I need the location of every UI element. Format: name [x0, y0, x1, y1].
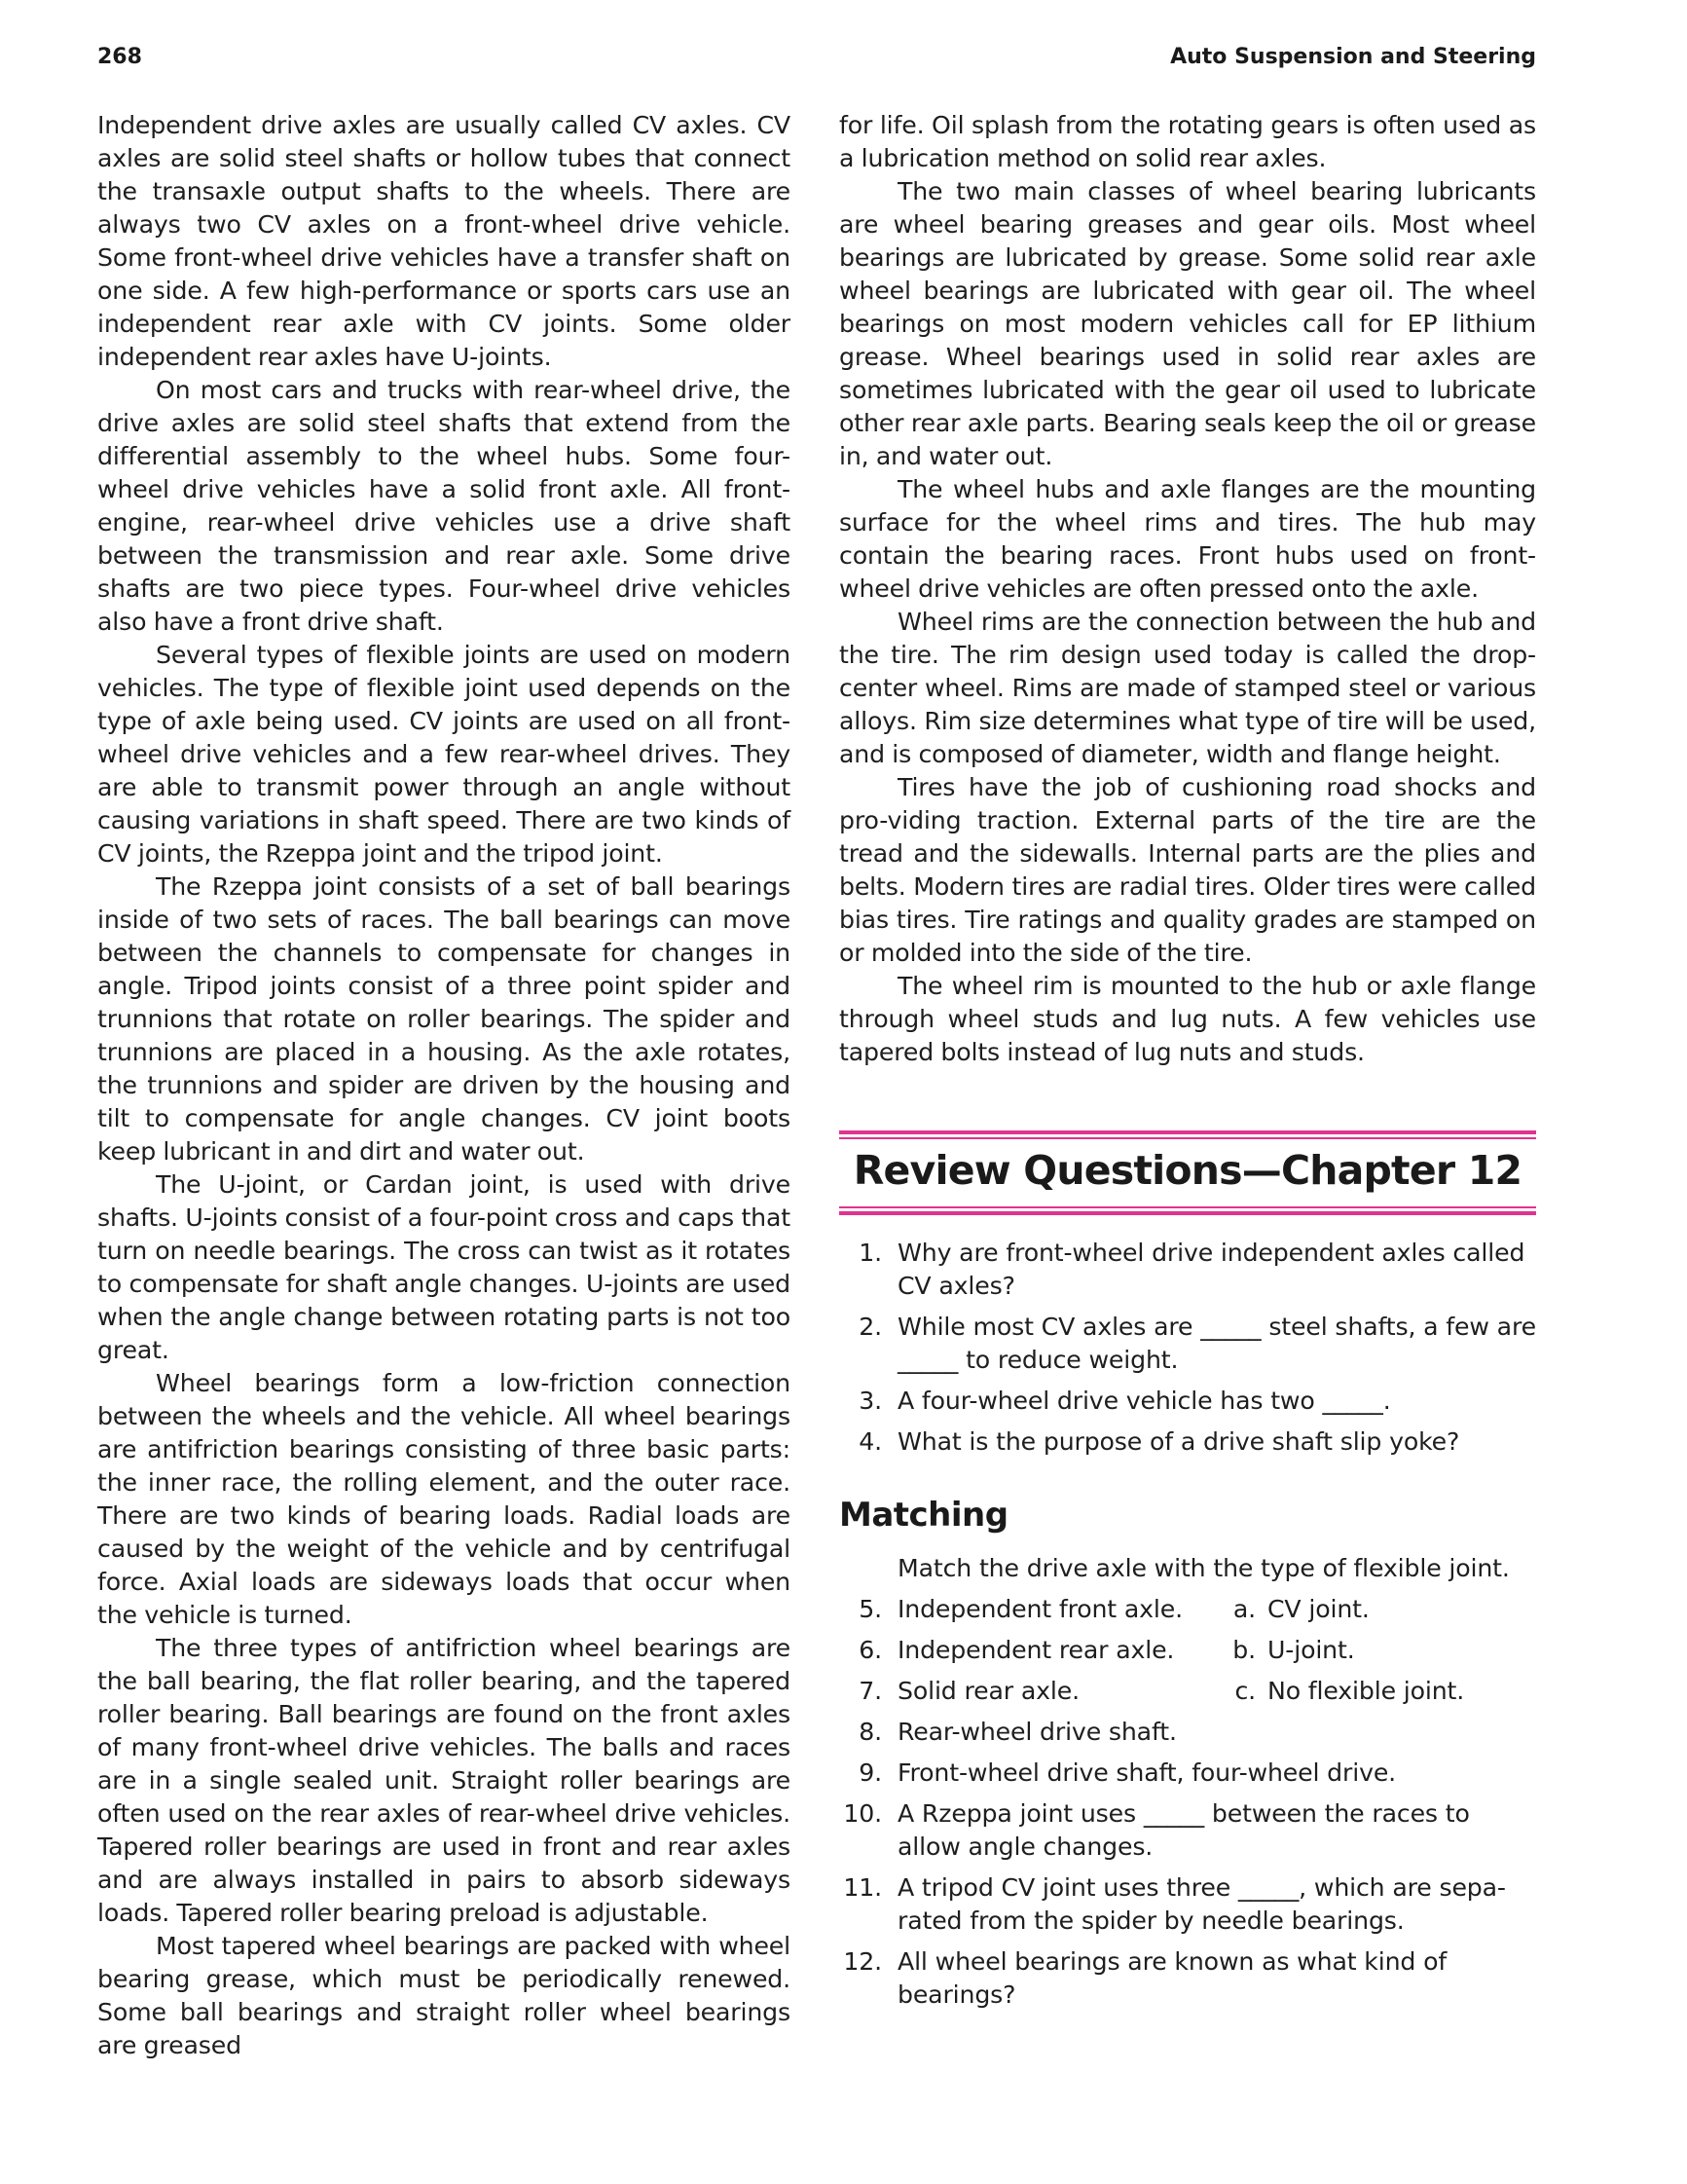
body-paragraph: for life. Oil splash from the rotating gears is often used as a lubrication method on solid rear axles. — [839, 111, 1536, 172]
matching-heading: Matching — [839, 1496, 1009, 1535]
answer-choice: No flexible joint. — [1267, 1677, 1465, 1705]
body-paragraph: The U-joint, or Cardan joint, is used with drive shafts. U-joints consist of a four-point cross and caps that turn on needle bearings. The cross can twist as it rotates to compensate for shaft angle changes. U-joints are used when the angle change between rotating parts is not too great. — [97, 1170, 790, 1364]
body-paragraph: Tires have the job of cushioning road shocks and pro-viding traction. External parts of the tire are the tread and the sidewalls. Internal parts are the plies and belts. Modern tires are radial tires. Older tires were called bias tires. Tire ratings and quality grades are stamped on or molded into the side of the tire. — [839, 773, 1536, 967]
question-number: 1. — [859, 1239, 882, 1267]
question-text: What is the purpose of a drive shaft slip yoke? — [898, 1427, 1460, 1456]
matching-item: Front-wheel drive shaft, four-wheel drive. — [898, 1758, 1397, 1787]
question-text: While most CV axles are _____ steel shafts, a few are _____ to reduce weight. — [898, 1313, 1536, 1374]
answer-letter: c. — [1234, 1677, 1256, 1705]
question-number: 7. — [859, 1677, 882, 1705]
body-paragraph: The three types of antifriction wheel bearings are the ball bearing, the flat roller bearing, and the tapered roller bearing. Ball bearings are found on the front axles of many front-wheel drive vehicles. The balls and races are in a single sealed unit. Straight roller bearings are often used on the rear axles of rear-wheel drive vehicles. Tapered roller bearings are used in front and rear axles and are always installed in pairs to absorb sideways loads. Tapered roller bearing preload is adjustable. — [97, 1634, 790, 1927]
matching-item: Independent front axle. — [898, 1595, 1183, 1623]
question-item — [839, 1311, 1536, 1377]
page-header — [97, 39, 1536, 78]
review-questions-section — [839, 1130, 1536, 2012]
review-title: Review Questions—Chapter 12 — [853, 1147, 1522, 1194]
matching-row — [839, 1593, 1536, 1626]
question-number: 2. — [859, 1313, 882, 1341]
answer-letter: b. — [1232, 1636, 1256, 1664]
question-text: Why are front-wheel drive independent axles called CV axles? — [898, 1239, 1525, 1300]
matching-row — [839, 1634, 1536, 1667]
body-paragraph: On most cars and trucks with rear-wheel drive, the drive axles are solid steel shafts that extend from the differential assembly to the wheel hubs. Some four-wheel drive vehicles have a solid front axle. All front-engine, rear-wheel drive vehicles use a drive shaft between the transmission and rear axle. Some drive shafts are two piece types. Four-wheel drive vehicles also have a front drive shaft. — [97, 376, 790, 636]
page-number: 268 — [97, 45, 142, 69]
pink-rule-bottom-thin — [839, 1206, 1536, 1208]
matching-item: Solid rear axle. — [898, 1677, 1080, 1705]
question-number: 6. — [859, 1636, 882, 1664]
question-number: 5. — [859, 1595, 882, 1623]
body-paragraph: The Rzeppa joint consists of a set of ball bearings inside of two sets of races. The ball bearings can move between the channels to compensate for changes in angle. Tripod joints consist of a three point spider and trunnions that rotate on roller bearings. The spider and trunnions are placed in a housing. As the axle rotates, the trunnions and spider are driven by the housing and tilt to compensate for angle changes. CV joint boots keep lubricant in and dirt and water out. — [97, 872, 790, 1166]
body-paragraph: The wheel hubs and axle flanges are the mounting surface for the wheel rims and tires. The hub may contain the bearing races. Front hubs used on front-wheel drive vehicles are often pressed onto the axle. — [839, 475, 1536, 603]
pink-rule-bottom — [839, 1211, 1536, 1215]
question-text: All wheel bearings are known as what kind of bearings? — [898, 1947, 1448, 2009]
matching-item: Rear-wheel drive shaft. — [898, 1718, 1177, 1746]
question-item — [839, 1797, 1536, 1864]
body-paragraph: Wheel bearings form a low-friction connection between the wheels and the vehicle. All wheel bearings are antifriction bearings consisting of three basic parts: the inner race, the rolling element, and the outer race. There are two kinds of bearing loads. Radial loads are caused by the weight of the vehicle and by centrifugal force. Axial loads are sideways loads that occur when the vehicle is turned. — [97, 1369, 790, 1629]
question-item — [839, 1237, 1536, 1303]
body-paragraph: The two main classes of wheel bearing lubricants are wheel bearing greases and gear oils. Most wheel bearings are lubricated by grease. Some solid rear axle wheel bearings are lubricated with gear oil. The wheel bearings on most modern vehicles call for EP lithium grease. Wheel bearings used in solid rear axles are sometimes lubricated with the gear oil used to lubricate other rear axle parts. Bearing seals keep the oil or grease in, and water out. — [839, 177, 1536, 470]
matching-item: Independent rear axle. — [898, 1636, 1175, 1664]
question-item — [839, 1871, 1536, 1938]
question-number: 11. — [843, 1873, 882, 1902]
matching-row — [839, 1716, 1536, 1749]
question-text: A tripod CV joint uses three _____, which are sepa-rated from the spider by needle bearings. — [898, 1873, 1506, 1935]
answer-letter: a. — [1232, 1595, 1256, 1623]
question-item — [839, 1385, 1536, 1418]
answer-choice: CV joint. — [1267, 1595, 1370, 1623]
matching-intro: Match the drive axle with the type of flexible joint. — [898, 1554, 1510, 1582]
question-number: 12. — [843, 1947, 882, 1976]
question-number: 10. — [843, 1799, 882, 1828]
body-paragraph: Wheel rims are the connection between the hub and the tire. The rim design used today is called the drop-center wheel. Rims are made of stamped steel or various alloys. Rim size determines what type of tire will be used, and is composed of diameter, width and flange height. — [839, 608, 1536, 768]
question-number: 9. — [859, 1758, 882, 1787]
question-text: A four-wheel drive vehicle has two _____. — [898, 1387, 1391, 1415]
matching-row — [839, 1675, 1536, 1708]
question-list — [839, 1237, 1536, 1459]
answer-choice: U-joint. — [1267, 1636, 1355, 1664]
matching-row — [839, 1757, 1536, 1790]
question-number: 8. — [859, 1718, 882, 1746]
body-paragraph: Independent drive axles are usually called CV axles. CV axles are solid steel shafts or hollow tubes that connect the transaxle output shafts to the wheels. There are always two CV axles on a front-wheel drive vehicle. Some front-wheel drive vehicles have a transfer shaft on one side. A few high-performance or sports cars use an independent rear axle with CV joints. Some older independent rear axles have U-joints. — [97, 111, 790, 371]
question-number: 3. — [859, 1387, 882, 1415]
question-item — [839, 1425, 1536, 1459]
question-number: 4. — [859, 1427, 882, 1456]
right-column — [839, 109, 1536, 2019]
question-text: A Rzeppa joint uses _____ between the races to allow angle changes. — [898, 1799, 1470, 1861]
body-paragraph: Several types of flexible joints are used on modern vehicles. The type of flexible joint used depends on the type of axle being used. CV joints are used on all front-wheel drive vehicles and a few rear-wheel drives. They are able to transmit power through an angle without causing variations in shaft speed. There are two kinds of CV joints, the Rzeppa joint and the tripod joint. — [97, 641, 790, 868]
left-column — [97, 109, 790, 2062]
body-paragraph: Most tapered wheel bearings are packed with wheel bearing grease, which must be periodically renewed. Some ball bearings and straight roller wheel bearings are greased — [97, 1932, 790, 2059]
pink-rule-top — [839, 1130, 1536, 1134]
body-paragraph: The wheel rim is mounted to the hub or axle flange through wheel studs and lug nuts. A few vehicles use tapered bolts instead of lug nuts and studs. — [839, 972, 1536, 1066]
running-title: Auto Suspension and Steering — [1170, 45, 1536, 69]
question-item — [839, 1945, 1536, 2012]
